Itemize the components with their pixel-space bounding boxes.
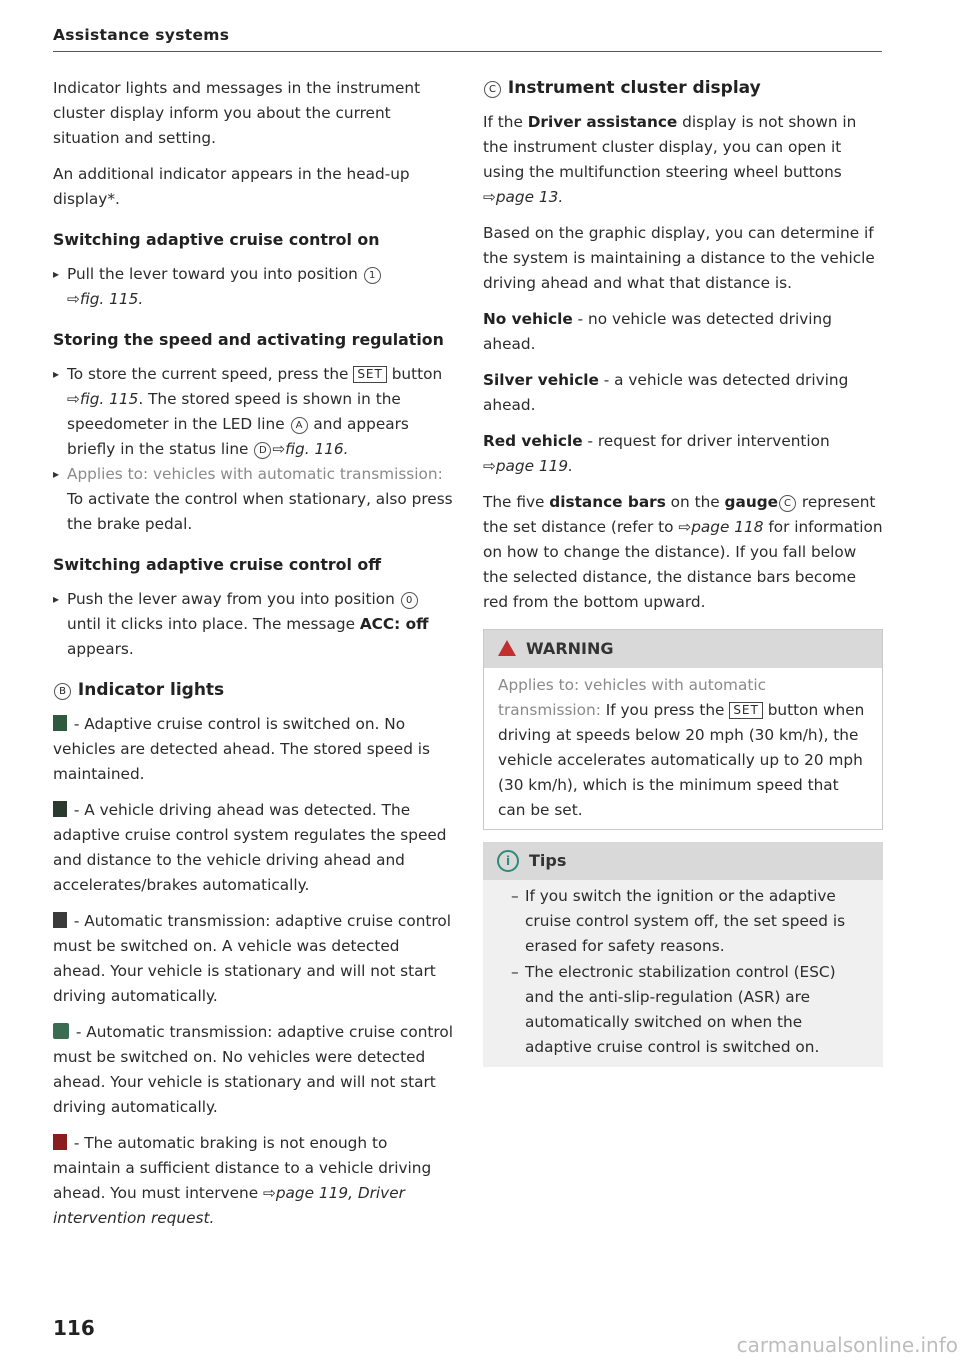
page-119-link[interactable]: ⇨page 119, Driver intervention request. <box>53 1184 405 1227</box>
indicator-stationary-no-vehicle: - Automatic transmission: adaptive cruise control must be switched on. No vehicles were detected ahead. Your vehicle is stationary and will not start driving automatically. <box>53 1023 453 1116</box>
led-line-marker: A <box>291 417 308 434</box>
info-icon: i <box>497 850 519 872</box>
tip-item: – The electronic stabilization control (ESC) and the anti-slip-regulation (ASR) are automatically switched on when the adaptive cruise control is switched on. <box>497 960 869 1060</box>
left-column <box>53 76 453 1242</box>
heading-switching-off: Switching adaptive cruise control off <box>53 555 382 574</box>
set-key: SET <box>729 702 763 719</box>
tips-box <box>483 842 883 1067</box>
gauge-marker: C <box>779 495 796 512</box>
no-vehicle-item: No vehicle - no vehicle was detected driving ahead. <box>483 310 832 353</box>
warning-triangle-icon <box>498 640 516 656</box>
page-118-link[interactable]: ⇨page 118 <box>678 518 764 536</box>
bullet-stationary: ▸ Applies to: vehicles with automatic transmission: To activate the control when stationary, also press the brake pedal. <box>53 462 453 537</box>
acc-red-icon <box>53 1134 67 1150</box>
right-column <box>483 76 883 1067</box>
heading-switching-on: Switching adaptive cruise control on <box>53 230 380 249</box>
watermark: carmanualsonline.info <box>736 1333 958 1357</box>
bullet-switch-off: ▸ Push the lever away from you into position 0 until it clicks into place. The message ACC: off appears. <box>53 587 453 662</box>
intro-paragraph: Indicator lights and messages in the instrument cluster display inform you about the current situation and setting. <box>53 79 421 147</box>
fig-115-link[interactable]: ⇨fig. 115 <box>67 390 139 408</box>
heading-cluster-display: C Instrument cluster display <box>483 76 883 100</box>
tip-item: – If you switch the ignition or the adaptive cruise control system off, the set speed is erased for safety reasons. <box>497 884 869 959</box>
hud-paragraph: An additional indicator appears in the head-up display*. <box>53 165 410 208</box>
page-119-link[interactable]: ⇨page 119. <box>483 457 573 475</box>
fig-116-link[interactable]: ⇨fig. 116. <box>272 440 349 458</box>
cluster-paragraph-2: Based on the graphic display, you can determine if the system is maintaining a distance to the vehicle driving ahead and what that distance is. <box>483 224 875 292</box>
indicator-intervene: - The automatic braking is not enough to maintain a sufficient distance to a vehicle driving ahead. You must intervene ⇨page 119, Driver intervention request. <box>53 1134 432 1227</box>
page-number: 116 <box>53 1316 95 1340</box>
indicator-vehicle-ahead: - A vehicle driving ahead was detected. The adaptive cruise control system regulates the speed and distance to the vehicle driving ahead and accelerates/brakes automatically. <box>53 801 447 894</box>
indicator-acc-on: - Adaptive cruise control is switched on. No vehicles are detected ahead. The stored speed is maintained. <box>53 715 430 783</box>
header-rule <box>53 51 882 52</box>
heading-indicator-lights: B Indicator lights <box>53 678 453 702</box>
heading-storing-speed: Storing the speed and activating regulation <box>53 330 444 349</box>
silver-vehicle-item: Silver vehicle - a vehicle was detected driving ahead. <box>483 371 849 414</box>
acc-stationary-icon <box>53 1023 69 1039</box>
status-line-marker: D <box>254 442 271 459</box>
fig-115-link[interactable]: ⇨fig. 115. <box>67 290 144 308</box>
bullet-switch-on: ▸ Pull the lever toward you into position 1 ⇨fig. 115. <box>53 262 453 312</box>
page-13-link[interactable]: ⇨page 13. <box>483 188 564 206</box>
acc-stationary-vehicle-icon <box>53 912 67 928</box>
set-key: SET <box>353 366 387 383</box>
warning-body: Applies to: vehicles with automatic transmission: If you press the SET button when driving at speeds below 20 mph (30 km/h), the vehicle accelerates automatically up to 20 mph (30 km/h), which is the minimum speed that can be set. <box>498 676 865 819</box>
tips-header: i Tips <box>483 842 883 880</box>
acc-off-message: ACC: off <box>359 615 429 633</box>
warning-box <box>483 629 883 830</box>
bullet-store-speed: ▸ To store the current speed, press the SET button ⇨fig. 115. The stored speed is shown in the speedometer in the LED line A and appears briefly in the status line D ⇨fig. 116. <box>53 362 453 462</box>
tips-body <box>483 880 883 1067</box>
section-header: Assistance systems <box>53 26 230 44</box>
cluster-paragraph-1: If the Driver assistance display is not shown in the instrument cluster display, you can open it using the multifunction steering wheel buttons ⇨page 13. <box>483 113 857 206</box>
position-0-marker: 0 <box>401 592 418 609</box>
acc-green-icon <box>53 715 67 731</box>
position-1-marker: 1 <box>364 267 381 284</box>
indicator-stationary-vehicle: - Automatic transmission: adaptive cruise control must be switched on. A vehicle was detected ahead. Your vehicle is stationary and will not start driving automatically. <box>53 912 451 1005</box>
distance-bars-paragraph: The five distance bars on the gauge C represent the set distance (refer to ⇨page 118 for information on how to change the distance). If you fall below the selected distance, the distance bars become red from the bottom upward. <box>483 493 883 611</box>
acc-vehicle-ahead-icon <box>53 801 67 817</box>
warning-header: WARNING <box>484 630 882 668</box>
red-vehicle-item: Red vehicle - request for driver intervention ⇨page 119. <box>483 432 830 475</box>
